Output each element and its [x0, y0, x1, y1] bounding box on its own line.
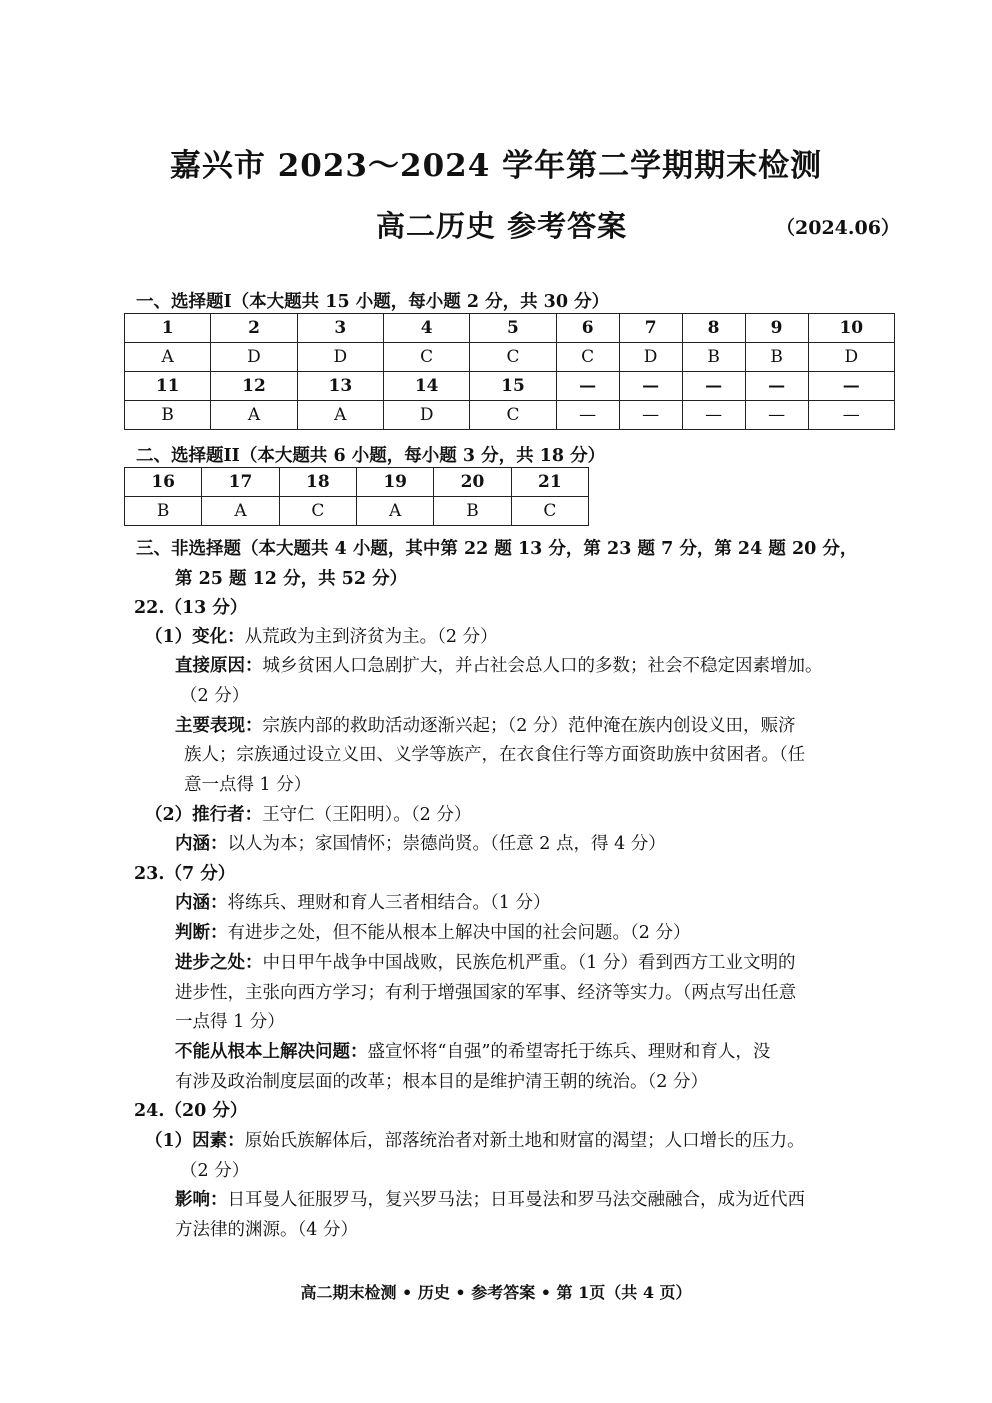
q22-part2-promoter — [145, 801, 471, 826]
answer-cell: — — [619, 401, 682, 430]
q23-progress-cont2: 一点得 1 分） — [175, 1012, 285, 1032]
q24-factors — [145, 1127, 805, 1152]
answer-cell: A — [125, 343, 211, 372]
answer-cell: B — [125, 401, 211, 430]
answer-table-2 — [124, 467, 589, 526]
table-row — [125, 314, 895, 343]
q24-heading: 24.（20 分） — [134, 1101, 248, 1121]
question-number-cell: 12 — [211, 372, 297, 401]
label: 影响： — [175, 1190, 228, 1210]
table-row — [125, 343, 895, 372]
text: 将练兵、理财和育人三者相结合。（1 分） — [227, 893, 551, 913]
question-number-cell: 16 — [125, 468, 202, 497]
page-footer: 高二期末检测 • 历史 • 参考答案 • 第 1页（共 4 页） — [300, 1283, 692, 1302]
label: 主要表现： — [175, 716, 263, 736]
q23-connotation — [175, 889, 550, 914]
label: （1）因素： — [145, 1131, 245, 1151]
question-number-cell: 20 — [434, 468, 511, 497]
question-number-cell: — — [682, 372, 745, 401]
question-number-cell: 2 — [211, 314, 297, 343]
q24-impact-cont: 方法律的渊源。（4 分） — [175, 1220, 358, 1240]
section3-heading: 三、非选择题（本大题共 4 小题，其中第 22 题 13 分，第 23 题 7 分，第 24 题 20 分， — [136, 539, 858, 559]
table-row — [125, 372, 895, 401]
q22-main-manifestation-cont2: 意一点得 1 分） — [184, 775, 312, 795]
answer-cell: — — [556, 401, 619, 430]
q23-limitation-cont: 有涉及政治制度层面的改革；根本目的是维护清王朝的统治。（2 分） — [175, 1072, 708, 1092]
text: 城乡贫困人口急剧扩大，并占社会总人口的多数；社会不稳定因素增加。 — [262, 656, 823, 676]
label: （2）推行者： — [145, 805, 263, 825]
text: 有进步之处，但不能从根本上解决中国的社会问题。（2 分） — [227, 923, 691, 943]
answer-cell: C — [556, 343, 619, 372]
question-number-cell: 10 — [808, 314, 894, 343]
question-number-cell: — — [619, 372, 682, 401]
question-number-cell: 18 — [279, 468, 356, 497]
question-number-cell: 17 — [202, 468, 279, 497]
answer-cell: C — [470, 401, 556, 430]
answer-table-1 — [124, 313, 895, 430]
q22-main-manifestation — [175, 712, 795, 737]
answer-cell: B — [125, 497, 202, 526]
answer-cell: A — [202, 497, 279, 526]
text: 日耳曼人征服罗马，复兴罗马法；日耳曼法和罗马法交融融合，成为近代西 — [227, 1190, 805, 1210]
text: 中日甲午战争中国战败，民族危机严重。（1 分）看到西方工业文明的 — [262, 953, 796, 973]
text: 原始氏族解体后，部落统治者对新土地和财富的渴望；人口增长的压力。 — [244, 1131, 805, 1151]
text: 王守仁（王阳明）。（2 分） — [262, 805, 472, 825]
label: 不能从根本上解决问题： — [175, 1042, 368, 1062]
question-number-cell: — — [745, 372, 808, 401]
page-title: 嘉兴市 2023～2024 学年第二学期期末检测 — [169, 148, 823, 184]
label: 判断： — [175, 923, 228, 943]
q23-judgment — [175, 919, 690, 944]
answer-cell: A — [211, 401, 297, 430]
exam-date: （2024.06） — [776, 217, 900, 239]
answer-cell: B — [682, 343, 745, 372]
answer-cell: — — [808, 401, 894, 430]
q23-progress — [175, 949, 795, 974]
q22-direct-cause-cont: （2 分） — [180, 686, 250, 706]
question-number-cell: 3 — [297, 314, 383, 343]
label: 内涵： — [175, 834, 228, 854]
q23-limitation — [175, 1038, 770, 1063]
answer-cell: B — [745, 343, 808, 372]
answer-cell: — — [682, 401, 745, 430]
label: 内涵： — [175, 893, 228, 913]
q22-direct-cause — [175, 652, 823, 677]
question-number-cell: 13 — [297, 372, 383, 401]
text: 宗族内部的救助活动逐渐兴起；（2 分）范仲淹在族内创设义田，赈济 — [262, 716, 796, 736]
question-number-cell: 1 — [125, 314, 211, 343]
section2-heading: 二、选择题II（本大题共 6 小题，每小题 3 分，共 18 分） — [136, 446, 606, 466]
question-number-cell: 9 — [745, 314, 808, 343]
question-number-cell: 4 — [383, 314, 469, 343]
question-number-cell: 11 — [125, 372, 211, 401]
table-row — [125, 497, 589, 526]
question-number-cell: 6 — [556, 314, 619, 343]
question-number-cell: 15 — [470, 372, 556, 401]
answer-cell: A — [297, 401, 383, 430]
question-number-cell: 19 — [356, 468, 433, 497]
answer-cell: D — [808, 343, 894, 372]
q22-connotation — [175, 830, 666, 855]
section1-heading: 一、选择题I（本大题共 15 小题，每小题 2 分，共 30 分） — [136, 292, 610, 312]
answer-cell: B — [434, 497, 511, 526]
q22-part1-change — [145, 623, 498, 648]
answer-cell: C — [511, 497, 588, 526]
answer-cell: C — [383, 343, 469, 372]
q23-heading: 23.（7 分） — [134, 864, 236, 884]
answer-cell: — — [745, 401, 808, 430]
q23-progress-cont1: 进步性，主张向西方学习；有利于增强国家的军事、经济等实力。（两点写出任意 — [175, 983, 797, 1003]
page-subtitle: 高二历史 参考答案 — [376, 209, 628, 243]
text: 从荒政为主到济贫为主。（2 分） — [244, 627, 498, 647]
q22-main-manifestation-cont1: 族人；宗族通过设立义田、义学等族产，在衣食住行等方面资助族中贫困者。（任 — [184, 745, 806, 765]
question-number-cell: — — [556, 372, 619, 401]
table-row — [125, 401, 895, 430]
answer-cell: A — [356, 497, 433, 526]
question-number-cell: 21 — [511, 468, 588, 497]
question-number-cell: 5 — [470, 314, 556, 343]
question-number-cell: 7 — [619, 314, 682, 343]
answer-cell: C — [470, 343, 556, 372]
answer-cell: C — [279, 497, 356, 526]
answer-cell: D — [211, 343, 297, 372]
q24-impact — [175, 1186, 805, 1211]
text: 以人为本；家国情怀；崇德尚贤。（任意 2 点，得 4 分） — [227, 834, 666, 854]
q24-factors-cont: （2 分） — [180, 1161, 250, 1181]
label: 进步之处： — [175, 953, 263, 973]
label: 直接原因： — [175, 656, 263, 676]
answer-cell: D — [297, 343, 383, 372]
answer-cell: D — [619, 343, 682, 372]
table-row — [125, 468, 589, 497]
question-number-cell: — — [808, 372, 894, 401]
text: 盛宣怀将“自强”的希望寄托于练兵、理财和育人，没 — [367, 1042, 771, 1062]
section3-heading-cont: 第 25 题 12 分，共 52 分） — [175, 569, 408, 589]
label: （1）变化： — [145, 627, 245, 647]
answer-cell: D — [383, 401, 469, 430]
question-number-cell: 8 — [682, 314, 745, 343]
q22-heading: 22.（13 分） — [134, 598, 248, 618]
question-number-cell: 14 — [383, 372, 469, 401]
